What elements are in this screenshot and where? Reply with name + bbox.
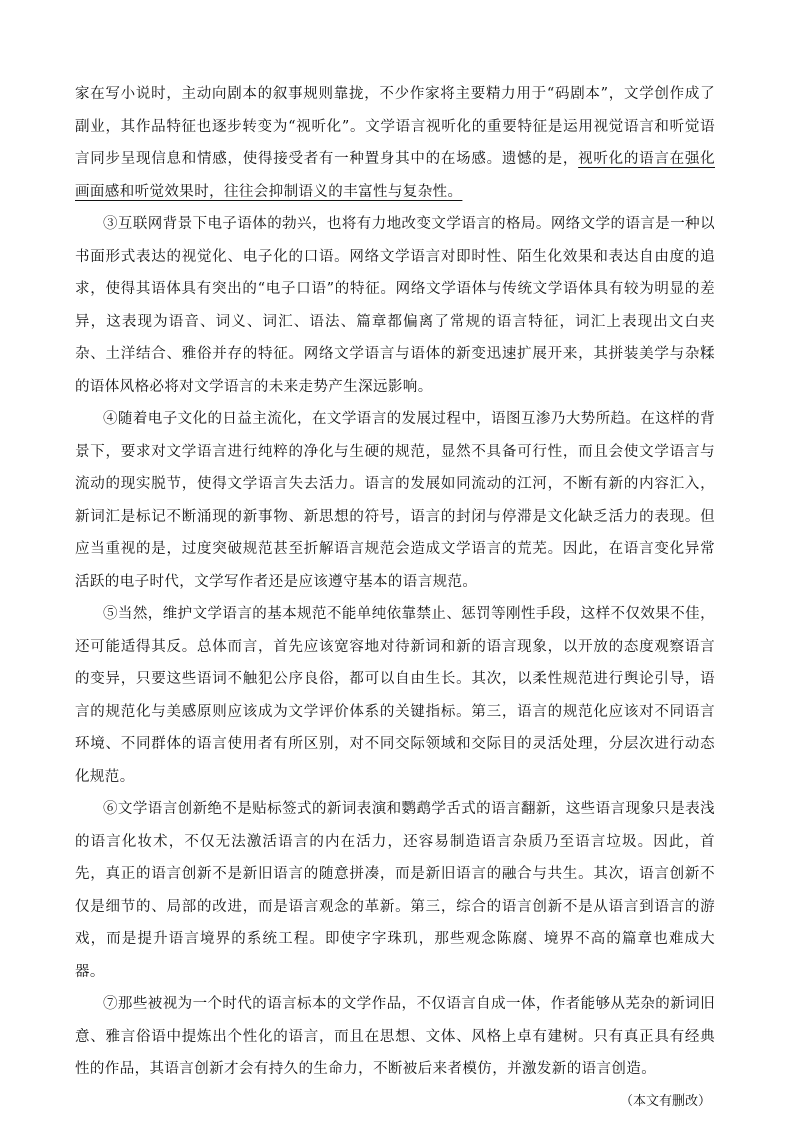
source-note: （本文有删改） bbox=[619, 1093, 711, 1109]
paragraph-4: ④随着电子文化的日益主流化，在文学语言的发展过程中，语图互渗乃大势所趋。在这样的背景下，要求对文学语言进行纯粹的净化与生硬的规范，显然不具备可行性，而且会使文学语言与流动的现实脱节，使得文学语言失去活力。语言的发展如同流动的江河，不断有新的内容汇入，新词汇是标记不断涌现的新事物、新思想的符号，语言的封闭与停滞是文化缺乏活力的表现。但应当重视的是，过度突破规范甚至折解语言规范会造成文学语言的荒芜。因此，在语言变化异常活跃的电子时代，文学写作者还是应该遵守基本的语言规范。 bbox=[75, 411, 715, 590]
paragraph-7: ⑦那些被视为一个时代的语言标本的文学作品，不仅语言自成一体，作者能够从芜杂的新词旧意、雅言俗语中提炼出个性化的语言，而且在思想、文体、风格上卓有建树。只有真正具有经典性的作品，其语言创新才会有持久的生命力，不断被后来者模仿，并激发新的语言创造。 bbox=[75, 996, 715, 1077]
paragraph-continued bbox=[75, 78, 715, 208]
article-body bbox=[75, 78, 715, 1118]
paragraph-6: ⑥文学语言创新绝不是贴标签式的新词表演和鹦鹉学舌式的语言翻新，这些语言现象只是表浅的语言化妆术，不仅无法激活语言的内在活力，还容易制造语言杂质乃至语言垃圾。因此，首先，真正的语言创新不是新旧语言的随意拼凑，而是新旧语言的融合与共生。其次，语言创新不仅是细节的、局部的改进，而是语言观念的革新。第三，综合的语言创新不是从语言到语言的游戏，而是提升语言境界的系统工程。即使字字珠玑，那些观念陈腐、境界不高的篇章也难成大器。 bbox=[75, 801, 715, 980]
underlined-sentence: 视听化的语言在强化画面感和听觉效果时，往往会抑制语义的丰富性与复杂性。 bbox=[75, 151, 715, 200]
paragraph-3: ③互联网背景下电子语体的勃兴，也将有力地改变文学语言的格局。网络文学的语言是一种以书面形式表达的视觉化、电子化的口语。网络文学语言对即时性、陌生化效果和表达自由度的追求，使得其语体具有突出的“电子口语”的特征。网络文学语体与传统文学语体具有较为明显的差异，这表现为语音、词义、词汇、语法、篇章都偏离了常规的语言特征，词汇上表现出文白夹杂、土洋结合、雅俗并存的特征。网络文学语言与语体的新变迅速扩展开来，其拼装美学与杂糅的语体风格必将对文学语言的未来走势产生深远影响。 bbox=[75, 216, 715, 395]
paragraph-5: ⑤当然，维护文学语言的基本规范不能单纯依靠禁止、惩罚等刚性手段，这样不仅效果不佳，还可能适得其反。总体而言，首先应该宽容地对待新词和新的语言现象，以开放的态度观察语言的变异，只要这些语词不触犯公序良俗，都可以自由生长。其次，以柔性规范进行舆论引导，语言的规范化与美感原则应该成为文学评价体系的关键指标。第三，语言的规范化应该对不同语言环境、不同群体的语言使用者有所区别，对不同交际领域和交际目的灵活处理，分层次进行动态化规范。 bbox=[75, 606, 715, 785]
paragraph-text: 家在写小说时，主动向剧本的叙事规则靠拢，不少作家将主要精力用于“码剧本”，文学创作成了副业，其作品特征也逐步转变为“视听化”。文学语言视听化的重要特征是运用视觉语言和听觉语言同步呈现信息和情感，使得接受者有一种置身其中的在场感。遗憾的是， bbox=[75, 86, 715, 167]
